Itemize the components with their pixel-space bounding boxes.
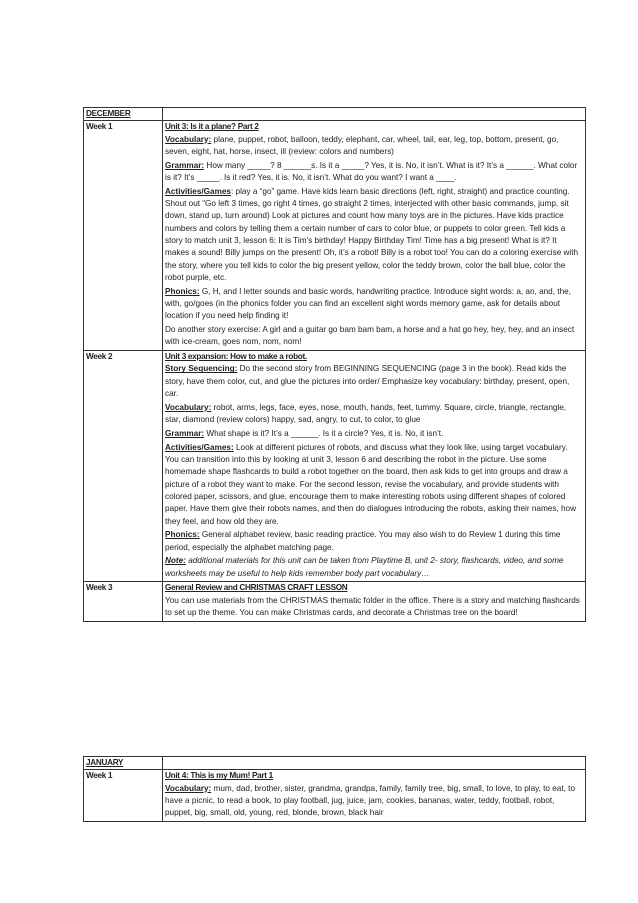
week-label: Week 3 xyxy=(84,582,163,621)
week-label: Week 2 xyxy=(84,351,163,582)
paragraph: Do another story exercise: A girl and a guitar go bam bam bam, a horse and a hat go hey, hey, hey, and an insect with ice-cream, goes nom, nom, nom! xyxy=(165,325,575,347)
week-row xyxy=(84,770,586,822)
week-content xyxy=(163,582,586,621)
paragraph: Grammar: How many _____? 8 ______s. Is it a _____? Yes, it is. No, it isn’t. What is it? It’s a ______. What color is it? It’s _____. Is it red? Yes, it is. No, it isn’t. What do you want? I want a ____. xyxy=(165,160,578,182)
paragraph: Activities/Games: Look at different pictures of robots, and discuss what they look like, using target vocabulary. You can transition into this by looking at unit 3, lesson 6 and describing the robot in the picture. Use some homemade shape flashcards to build a robot together on the board, then ask kids to get into groups and draw a picture of a robot they want to make. For the second lesson, revise the vocabulary, and provide students with colored paper, scissors, and glue, encourage them to make interesting robots using different shapes of colored paper. Have them give their robots names, and then do dialogues introducing the robots, asking their names, how they feel, and how old they are. xyxy=(165,442,576,526)
unit-title: Unit 3 expansion: How to make a robot. xyxy=(165,352,307,362)
paragraph: Vocabulary: robot, arms, legs, face, eyes, nose, mouth, hands, feet, tummy. Square, circle, triangle, rectangle, star, diamond (review colors) happy, sad, angry, to cut, to color, to glue xyxy=(165,402,567,425)
week-label: Week 1 xyxy=(84,121,163,351)
paragraph: Grammar: What shape is it? It’s a ______. Is it a circle? Yes, it is. No, it isn’t. xyxy=(165,428,444,438)
december-table xyxy=(83,107,586,622)
paragraph: Story Sequencing: Do the second story from BEGINNING SEQUENCING (page 3 in the book). Read kids the story, have them color, cut, and glue the pictures into order/ Emphasize key vocabulary: birthday, present, open, car. xyxy=(165,364,570,399)
unit-title: Unit 4: This is my Mum! Part 1 xyxy=(165,771,273,781)
unit-title: Unit 3: Is it a plane? Part 2 xyxy=(165,122,259,132)
paragraph: Activities/Games: play a “go” game. Have kids learn basic directions (left, right, straight) and practice counting. Shout out “Go left 3 times, go right 4 times, go straight 2 times, interjected with other basic commands, jump, sit down, stand up, turn around) Look at pictures and count how many toys are in the pictures. Have kids practice numbers and colors by telling them a certain number of cars to color blue, or puppets to color green. Tell kids a story to match unit 3, lesson 6: It is Tim’s birthday! Happy Birthday Tim! Time has a big present! What is it? It makes a sound! Billy jumps on the present! Oh, it’s a robot! Billy is a robot too! You can do a coloring exercise with the story, where you tell kids to color the big present yellow, color the teddy brown, color the ball blue, color the robot purple, etc. xyxy=(165,186,579,282)
week-content xyxy=(163,121,586,351)
week-row xyxy=(84,351,586,582)
paragraph: Note: additional materials for this unit can be taken from Playtime B, unit 2- story, flashcards, video, and some worksheets may be useful to help kids remember body part vocabulary… xyxy=(165,556,564,578)
january-table xyxy=(83,756,586,822)
header-empty-cell xyxy=(163,108,586,121)
month-header: JANUARY xyxy=(84,757,163,770)
week-content xyxy=(163,770,586,822)
paragraph: Phonics: G, H, and I letter sounds and basic words, handwriting practice. Introduce sight words: a, an, and, the, with, go/goes (in the phonics folder you can find an excellent sight words memory game, ask for details about location if you need help finding it! xyxy=(165,286,571,321)
unit-title: General Review and CHRISTMAS CRAFT LESSON xyxy=(165,583,348,593)
paragraph: Vocabulary: mum, dad, brother, sister, grandma, grandpa, family, family tree, big, small, to love, to play, to eat, to have a picnic, to read a book, to play football, jug, juice, jam, cookies, bananas, water, teddy, football, robot, puppet, big, small, old, young, red, blonde, brown, black hair xyxy=(165,783,576,818)
paragraph: Vocabulary: plane, puppet, robot, balloon, teddy, elephant, car, wheel, tail, ear, leg, top, bottom, present, go, seven, eight, hat, horse, insect, ill (review: colors and numbers) xyxy=(165,134,559,156)
paragraph: You can use materials from the CHRISTMAS thematic folder in the office. There is a story and matching flashcards to set up the theme. You can make Christmas cards, and decorate a Christmas tree on the board! xyxy=(165,595,580,618)
paragraph: Phonics: General alphabet review, basic reading practice. You may also wish to do Review 1 during this time period, especially the alphabet matching page. xyxy=(165,530,561,552)
week-row xyxy=(84,121,586,351)
header-empty-cell xyxy=(163,757,586,770)
month-header: DECEMBER xyxy=(84,108,163,121)
week-label: Week 1 xyxy=(84,770,163,822)
week-row xyxy=(84,582,586,621)
week-content xyxy=(163,351,586,582)
